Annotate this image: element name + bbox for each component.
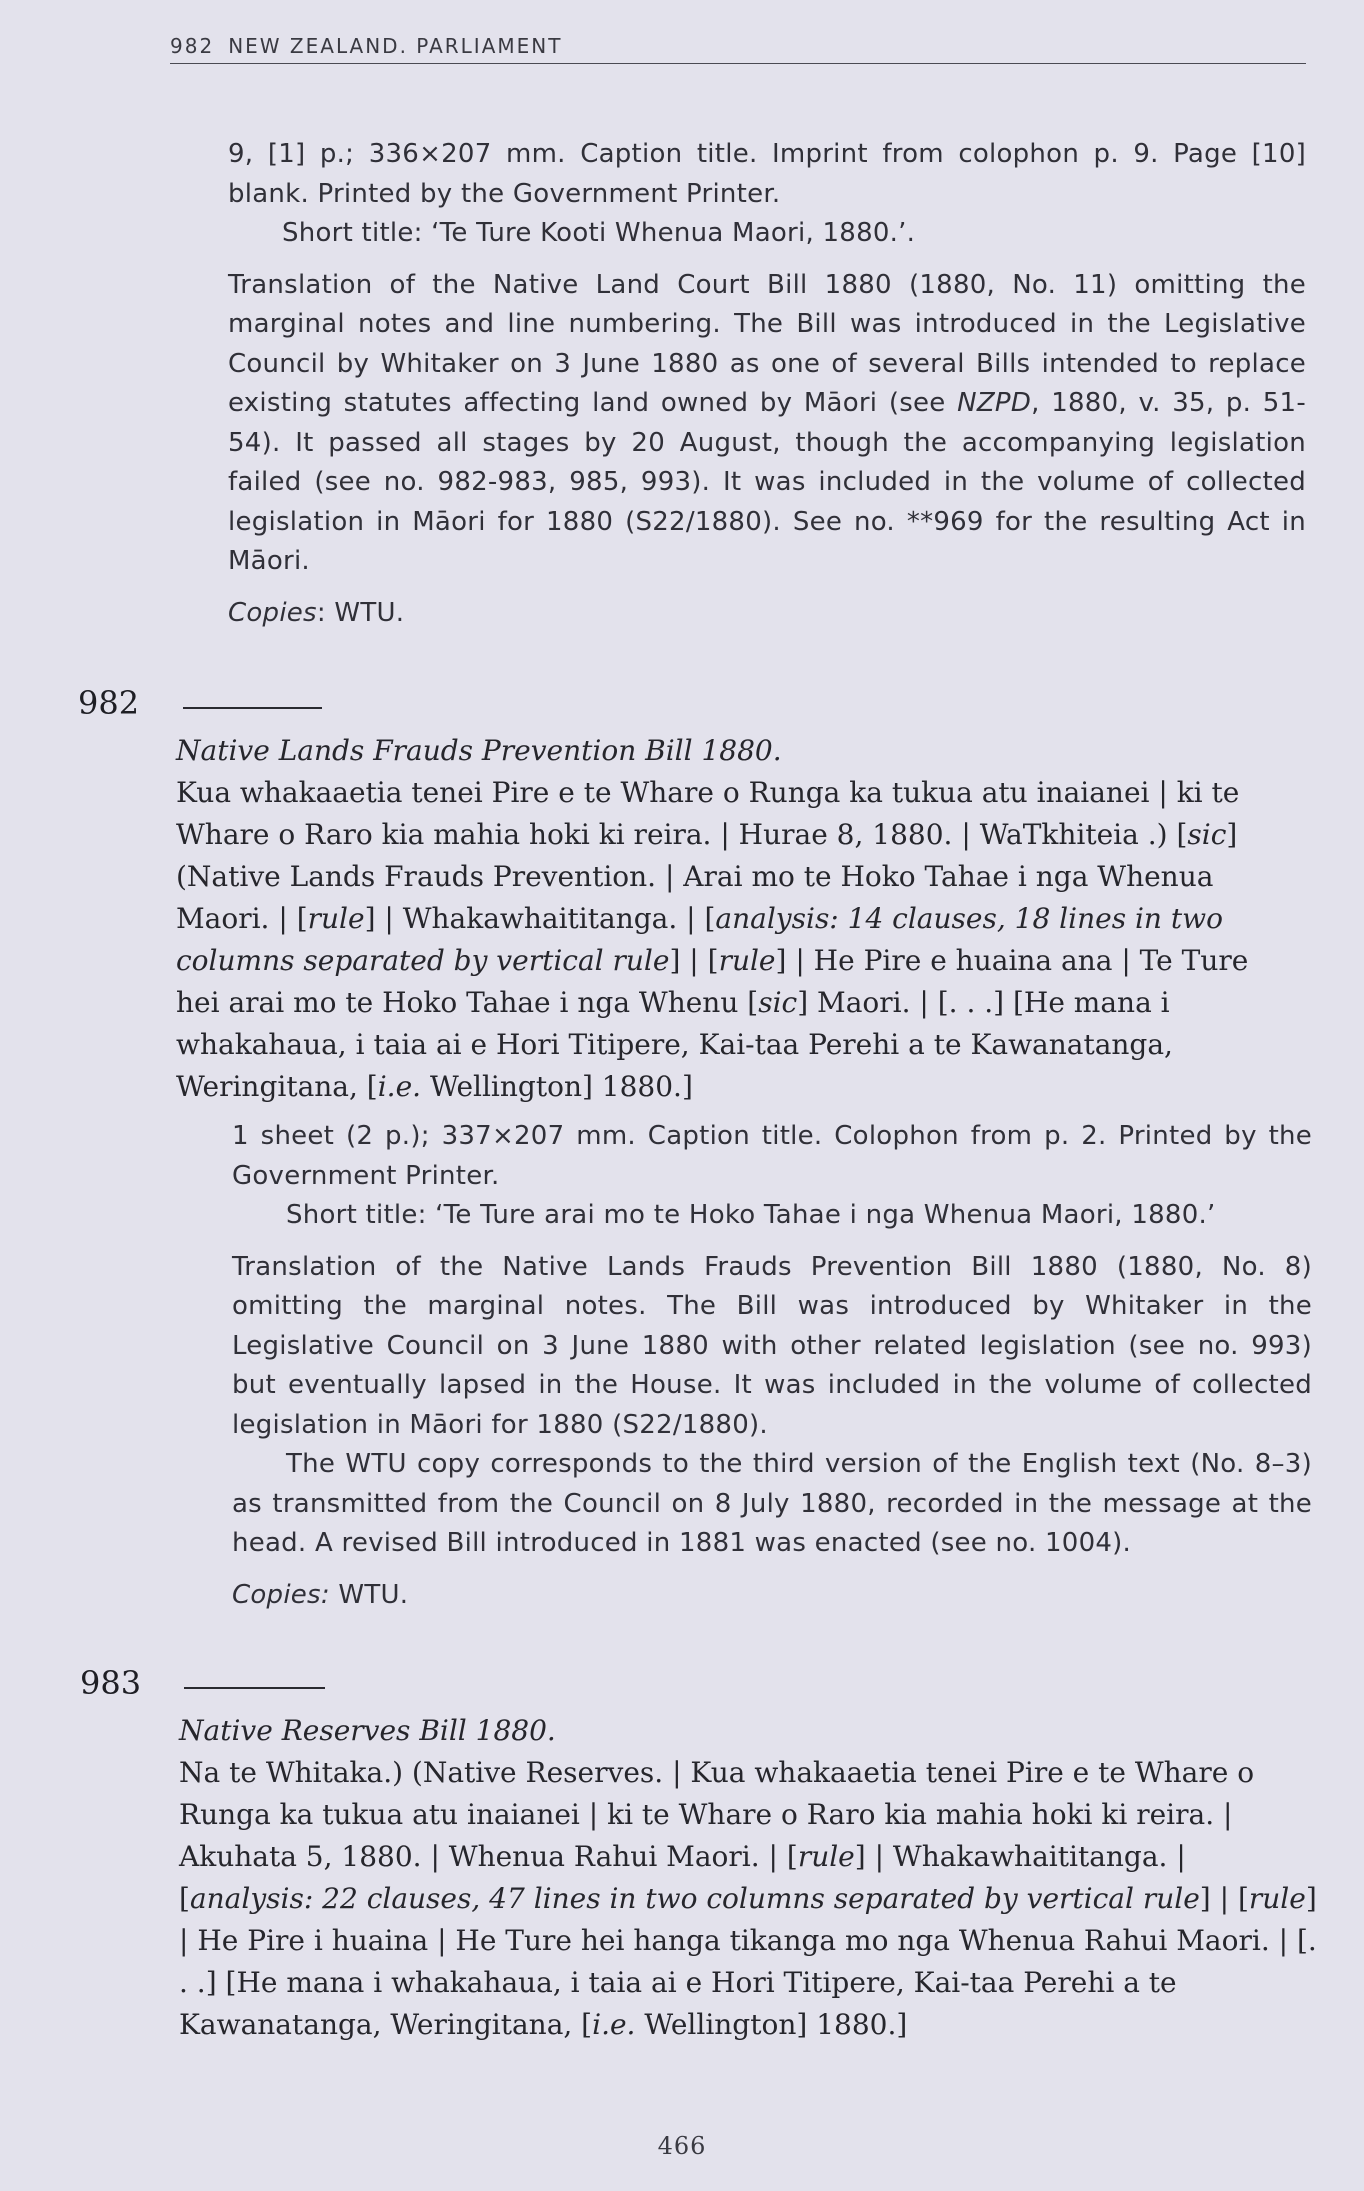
entry-982-notes-2: The WTU copy corresponds to the third version of the English text (No. 8–3) as transmitted from the Council on 8 July 1880, recorded in the message at the head. A revised Bill introduced in 1881 was enacted (see no. 1004). xyxy=(232,1449,1312,1558)
running-header xyxy=(170,34,1306,64)
entry-982-short-title: Short title: ‘Te Ture arai mo te Hoko Tahae i nga Whenua Maori, 1880.’ xyxy=(286,1200,1216,1230)
entry-983-title: Native Reserves Bill 1880. xyxy=(179,1714,556,1747)
entry-number-982: 982 xyxy=(78,684,140,722)
page-number: 466 xyxy=(657,2132,707,2160)
prev-copies: Copies: WTU. xyxy=(228,597,405,628)
entry-number-983: 983 xyxy=(80,1664,142,1702)
entry-rule-982 xyxy=(183,707,322,709)
prev-entry-notes xyxy=(228,135,1306,633)
prev-notes: Translation of the Native Land Court Bill 1880 (1880, No. 11) omitting the marginal notes and line numbering. The Bill was introduced in the Legislative Council by Whitaker on 3 June 1880 as one of several Bills intended to replace existing statutes affecting land owned by Māori (see NZPD, 1880, v. 35, p. 51-54). It passed all stages by 20 August, though the accompanying legislation failed (see no. 982-983, 985, 993). It was included in the volume of collected legislation in Māori for 1880 (S22/1880). See no. **969 for the resulting Act in Māori. xyxy=(228,269,1306,576)
header-page-ref: 982 xyxy=(170,34,215,58)
header-running-title: NEW ZEALAND. PARLIAMENT xyxy=(228,34,563,58)
entry-982-text: Kua whakaaetia tenei Pire e te Whare o Runga ka tukua atu inaianei | ki te Whare o Raro kia mahia hoki ki reira. | Hurae 8, 1880. | WaTkhiteia .) [sic] (Native Lands Frauds Prevention. | Arai mo te Hoko Tahae i nga Whenua Maori. | [rule] | Whakawhaititanga. | [analysis: 14 clauses, 18 lines in two columns separated by vertical rule] | [rule] | He Pire e huaina ana | Te Ture hei arai mo te Hoko Tahae i nga Whenu [sic] Maori. | [. . .] [He mana i whakahaua, i taia ai e Hori Titipere, Kai-taa Perehi a te Kawanatanga, Weringitana, [i.e. Wellington] 1880.] xyxy=(176,776,1249,1103)
entry-982-transcription xyxy=(176,730,1296,1108)
entry-rule-983 xyxy=(184,1687,325,1689)
prev-physical-description: 9, [1] p.; 336×207 mm. Caption title. Imprint from colophon p. 9. Page [10] blank. Printed by the Government Printer. xyxy=(228,139,1306,209)
entry-982-title: Native Lands Frauds Prevention Bill 1880. xyxy=(176,734,782,767)
entry-982-notes xyxy=(232,1117,1312,1615)
entry-982-physical-description: 1 sheet (2 p.); 337×207 mm. Caption title. Colophon from p. 2. Printed by the Government Printer. xyxy=(232,1121,1312,1191)
entry-983-transcription xyxy=(179,1710,1319,2046)
prev-short-title: Short title: ‘Te Ture Kooti Whenua Maori, 1880.’. xyxy=(282,218,916,248)
entry-982-notes-1: Translation of the Native Lands Frauds Prevention Bill 1880 (1880, No. 8) omitting the marginal notes. The Bill was introduced by Whitaker in the Legislative Council on 3 June 1880 with other related legislation (see no. 993) but eventually lapsed in the House. It was included in the volume of collected legislation in Māori for 1880 (S22/1880). xyxy=(232,1251,1312,1440)
entry-983-text: Na te Whitaka.) (Native Reserves. | Kua whakaaetia tenei Pire e te Whare o Runga ka tukua atu inaianei | ki te Whare o Raro kia mahia hoki ki reira. | Akuhata 5, 1880. | Whenua Rahui Maori. | [rule] | Whakawhaititanga. | [analysis: 22 clauses, 47 lines in two columns separated by vertical rule] | [rule] | He Pire i huaina | He Ture hei hanga tikanga mo nga Whenua Rahui Maori. | [. . .] [He mana i whakahaua, i taia ai e Hori Titipere, Kai-taa Perehi a te Kawanatanga, Weringitana, [i.e. Wellington] 1880.] xyxy=(179,1756,1317,2041)
entry-982-copies: Copies: WTU. xyxy=(232,1579,409,1610)
